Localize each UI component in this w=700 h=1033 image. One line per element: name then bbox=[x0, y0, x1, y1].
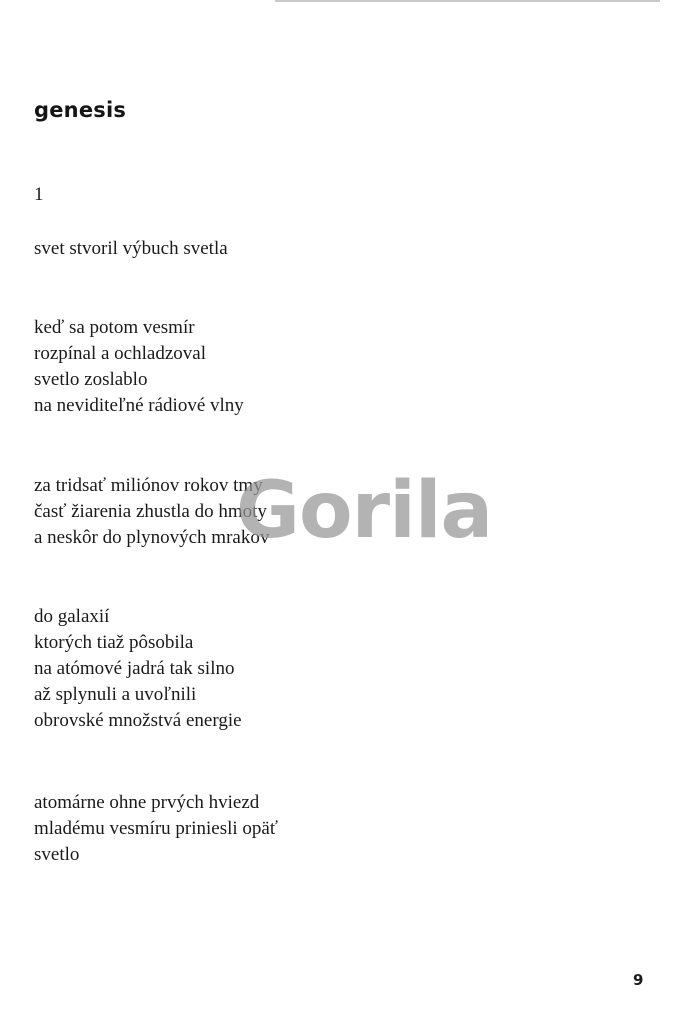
stanza-2 bbox=[34, 315, 244, 419]
poem-line: na atómové jadrá tak silno bbox=[34, 658, 235, 679]
page-number: 9 bbox=[633, 971, 644, 989]
poem-line: svet stvoril výbuch svetla bbox=[34, 238, 228, 259]
stanza-4 bbox=[34, 604, 242, 734]
poem-line: časť žiarenia zhustla do hmoty bbox=[34, 501, 267, 522]
poem-line: do galaxií bbox=[34, 606, 110, 627]
poem-line: ktorých tiaž pôsobila bbox=[34, 632, 194, 653]
poem-line: mladému vesmíru priniesli opäť bbox=[34, 818, 278, 839]
poem-line: obrovské množstvá energie bbox=[34, 710, 242, 731]
poem-line: svetlo zoslablo bbox=[34, 369, 148, 390]
poem-line: a neskôr do plynových mrakov bbox=[34, 527, 270, 548]
gorila-watermark: Gorila bbox=[236, 466, 493, 556]
poem-line: keď sa potom vesmír bbox=[34, 317, 195, 338]
poem-line: atomárne ohne prvých hviezd bbox=[34, 792, 260, 813]
poem-line: svetlo bbox=[34, 844, 80, 865]
poem-line: na neviditeľné rádiové vlny bbox=[34, 395, 244, 416]
stanza-3 bbox=[34, 473, 269, 551]
stanza-1 bbox=[34, 236, 228, 262]
section-number: 1 bbox=[34, 184, 44, 205]
stanza-5 bbox=[34, 790, 278, 868]
poem-line: rozpínal a ochladzoval bbox=[34, 343, 206, 364]
poem-line: až splynuli a uvoľnili bbox=[34, 684, 197, 705]
page-top-edge bbox=[275, 0, 660, 2]
poem-title: genesis bbox=[34, 98, 127, 122]
poem-line: za tridsať miliónov rokov tmy bbox=[34, 475, 263, 496]
